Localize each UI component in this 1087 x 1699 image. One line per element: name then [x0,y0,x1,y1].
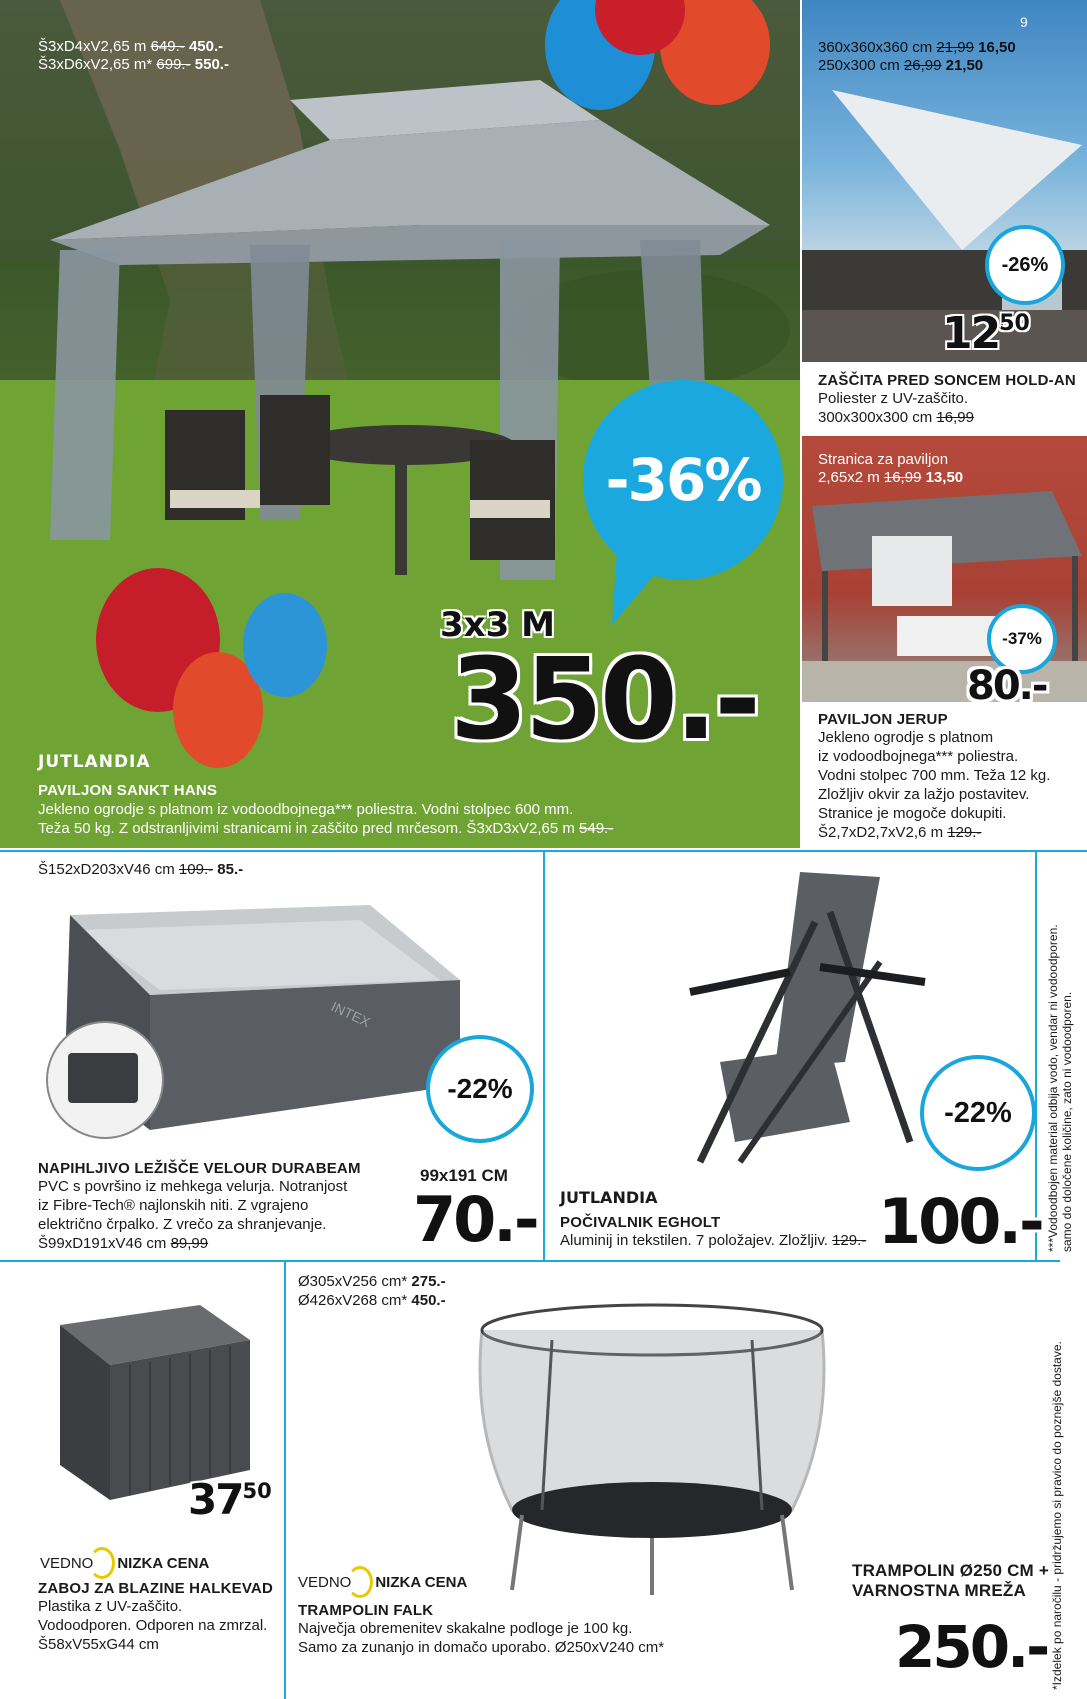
gazebo-photo [0,0,800,848]
lounger-brand: JUTLANDIA [560,1188,658,1207]
jerup-discount-bubble: -37% [987,604,1057,674]
sunshade-discount-bubble: -26% [985,225,1065,305]
sunshade-variant-2: 250x300 cm 26,99 21,50 [818,57,984,74]
side-note-line-2: samo do določene količine, zato ni vodoodporen. [1060,991,1074,1252]
divider-bottom-vertical [284,1262,286,1699]
box-desc-1: Plastika z UV-zaščito. [38,1598,183,1615]
trampoline-desc-2: Samo za zunanjo in domačo uporabo. Ø250xV240 cm* [298,1639,665,1656]
jerup-info [818,711,1083,842]
jerup-photo [802,436,1087,702]
box-low-price-badge: VEDNO NIZKA CENA [40,1547,209,1579]
gazebo-title: PAVILJON SANKT HANS [38,782,218,799]
sunshade-info [818,372,1083,427]
jerup-desc-2: iz vodoodbojnega*** poliestra. [818,748,1019,765]
lounger-info [560,1214,960,1250]
page-number: 9 [1020,14,1028,30]
jerup-desc-5: Stranice je mogoče dokupiti. [818,805,1007,822]
airbed-discount-bubble: -22% [426,1035,534,1143]
sunshade-title: ZAŠČITA PRED SONCEM HOLD-AN [818,372,1076,389]
side-note-vodoodbojen [1046,852,1074,1252]
gazebo-size-label: 3x3 M [440,605,555,645]
trampoline-low-price-badge: VEDNO NIZKA CENA [298,1566,467,1598]
jerup-desc-1: Jekleno ogrodje s platnom [818,729,994,746]
sunshade-photo [802,0,1087,362]
airbed-title: NAPIHLJIVO LEŽIŠČE VELOUR DURABEAM [38,1160,361,1177]
lounger-title: POČIVALNIK EGHOLT [560,1214,721,1231]
lounger-price: 100.- [878,1185,1042,1258]
airbed-illustration [40,885,470,1155]
trampoline-title: TRAMPOLIN FALK [298,1602,434,1619]
box-desc-3: Š58xV55xG44 cm [38,1636,159,1653]
airbed-brand-print: INTEX [328,998,373,1031]
box-price: $37^{50}$ [188,1475,272,1524]
side-note-line-1: ***Vodoodbojen material odbija vodo, vendar ni vodoodporen. [1046,924,1060,1252]
lounger-desc: Aluminij in tekstilen. 7 položajev. Zložljiv. 129.- [560,1232,867,1249]
jerup-desc-4: Zložljiv okvir za lažjo postavitev. [818,786,1030,803]
jerup-size: Š2,7xD2,7xV2,6 m 129.- [818,824,982,841]
trampoline-illustration [472,1300,832,1600]
lounger-discount-bubble: -22% [920,1055,1036,1171]
sunshade-price: $12^{50}$ [942,308,1030,359]
trampoline-variant-2: Ø426xV268 cm* 450.- [298,1292,446,1309]
airbed-variant: Š152xD203xV46 cm 109.- 85.- [38,861,244,878]
airbed-info [38,1160,398,1253]
box-desc-2: Vodoodporen. Odporen na zmrzal. [38,1617,268,1634]
sunshade-desc: Poliester z UV-zaščito. [818,390,969,407]
jerup-title: PAVILJON JERUP [818,711,948,728]
gazebo-discount-bubble: -36% [583,380,783,580]
trampoline-info [298,1602,698,1657]
gazebo-variant-2: Š3xD6xV2,65 m* 699.- 550.- [38,56,229,73]
gazebo-desc-2: Teža 50 kg. Z odstranljivimi stranicami in zaščito pred mrčesom. Š3xD3xV2,65 m 549.- [38,820,614,837]
side-note-naroclu: *Izdelek po naročilu - pridržujemo si pravico do poznejše dostave. [1050,1341,1064,1690]
gazebo-desc-1: Jekleno ogrodje s platnom iz vodoodbojnega*** poliestra. Vodni stolpec 600 mm. [38,801,574,818]
divider-middle-vertical [543,852,545,1260]
airbed-desc-2: iz Fibre-Tech® najlonskih niti. Z vgrajeno [38,1197,309,1214]
trampoline-desc-1: Največja obremenitev skakalne podloge je 100 kg. [298,1620,633,1637]
jerup-desc-3: Vodni stolpec 700 mm. Teža 12 kg. [818,767,1051,784]
trampoline-offer [852,1561,1049,1601]
trampoline-variant-1: Ø305xV256 cm* 275.- [298,1273,446,1290]
box-title: ZABOJ ZA BLAZINE HALKEVAD [38,1580,273,1597]
gazebo-brand: JUTLANDIA [38,752,151,772]
jerup-price: 80.- [967,663,1047,702]
gazebo-variant-1: Š3xD4xV2,65 m 649.- 450.- [38,38,224,55]
airbed-size: Š99xD191xV46 cm 89,99 [38,1235,209,1252]
box-info [38,1580,278,1654]
lounger-illustration [680,862,930,1192]
box-illustration [50,1295,260,1505]
sunshade-size: 300x300x300 cm 16,99 [818,409,974,426]
trampoline-offer-line-1: TRAMPOLIN Ø250 CM + [852,1561,1049,1580]
airbed-desc-3: električno črpalko. Z vrečo za shranjevanje. [38,1216,327,1233]
jerup-side-price: 2,65x2 m 16,99 13,50 [818,469,964,486]
airbed-price: 70.- [413,1183,537,1256]
jerup-side-label: Stranica za paviljon [818,451,949,468]
gazebo-bubble-tail [612,550,672,630]
airbed-size-label: 99x191 CM [420,1166,508,1185]
trampoline-price: 250.- [895,1613,1048,1681]
divider-bottom-top [0,1260,1060,1262]
trampoline-offer-line-2: VARNOSTNA MREŽA [852,1581,1026,1600]
airbed-desc-1: PVC s površino iz mehkega velurja. Notranjost [38,1178,348,1195]
gazebo-price: 350.- [450,635,758,765]
sunshade-variant-1: 360x360x360 cm 21,99 16,50 [818,39,1016,56]
